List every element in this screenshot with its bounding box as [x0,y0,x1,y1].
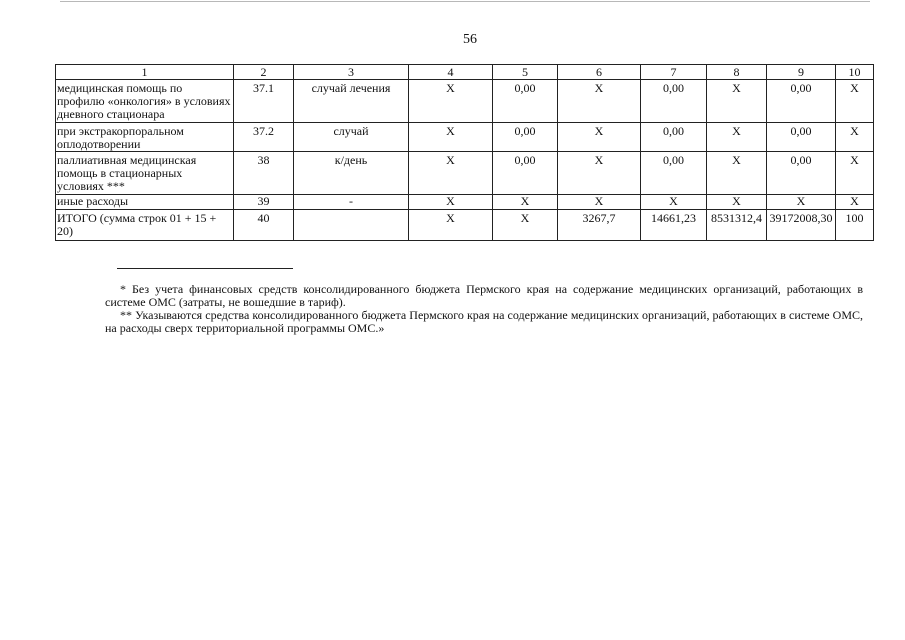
footnote-2: ** Указываются средства консолидированного бюджета Пермского края на содержание медицинских организаций, работающих в системе ОМС, на расходы сверх территориальной программы ОМС.» [105,308,863,335]
table-cell: Х [707,80,767,123]
table-cell: Х [409,152,493,195]
table-row-label: ИТОГО (сумма строк 01 + 15 + 20) [56,210,234,241]
table-header-cell: 7 [641,65,707,80]
table-cell: Х [641,195,707,210]
table-cell: Х [409,123,493,152]
table-cell: Х [707,123,767,152]
table-cell: Х [707,152,767,195]
footnote-1: * Без учета финансовых средств консолидированного бюджета Пермского края на содержание медицинских организаций, работающих в системе ОМС (затраты, не вошедшие в тариф). [105,282,863,309]
table-cell: 0,00 [493,152,558,195]
table-row-label: иные расходы [56,195,234,210]
budget-table [55,64,874,241]
table-cell: Х [558,152,641,195]
table-cell: 38 [234,152,294,195]
table-cell: Х [493,195,558,210]
table-cell: Х [707,195,767,210]
table-header-row [56,65,874,80]
table-header-cell: 5 [493,65,558,80]
table-cell: 0,00 [493,80,558,123]
table-cell: случай лечения [294,80,409,123]
table-cell: 0,00 [767,80,836,123]
table-cell: Х [558,195,641,210]
table-cell: Х [409,80,493,123]
table-cell: 37.1 [234,80,294,123]
table-cell: 100 [836,210,874,241]
table-row [56,80,874,123]
table-row-label: паллиативная медицинская помощь в стационарных условиях *** [56,152,234,195]
table-cell: 14661,23 [641,210,707,241]
table-cell: 3267,7 [558,210,641,241]
table-header-cell: 10 [836,65,874,80]
table-cell: - [294,195,409,210]
table-cell: Х [767,195,836,210]
table-header-cell: 4 [409,65,493,80]
table-cell [294,210,409,241]
table-cell: Х [409,210,493,241]
table-cell: 0,00 [641,80,707,123]
table-cell: Х [836,195,874,210]
table-cell: 0,00 [767,152,836,195]
page-number: 56 [463,32,477,47]
table-row-label: медицинская помощь по профилю «онкология» в условиях дневного стационара [56,80,234,123]
table-row [56,210,874,241]
table-cell: 39 [234,195,294,210]
table-cell: 39172008,30 [767,210,836,241]
table-header-cell: 9 [767,65,836,80]
table-header-cell: 2 [234,65,294,80]
table-cell: случай [294,123,409,152]
table-header-cell: 3 [294,65,409,80]
table-cell: Х [409,195,493,210]
table-cell: 0,00 [493,123,558,152]
table-row [56,123,874,152]
table-cell: 8531312,4 [707,210,767,241]
table-header-cell: 8 [707,65,767,80]
scan-edge-line [60,1,870,2]
table-row-label: при экстракорпоральном оплодотворении [56,123,234,152]
table-cell: Х [836,123,874,152]
table-cell: 0,00 [767,123,836,152]
table-cell: Х [558,80,641,123]
table-row [56,152,874,195]
table-cell: 0,00 [641,123,707,152]
table-cell: Х [558,123,641,152]
table-body [56,80,874,241]
table-cell: к/день [294,152,409,195]
table-cell: 40 [234,210,294,241]
table-cell: Х [836,80,874,123]
footnote-separator [117,268,293,269]
table-cell: Х [836,152,874,195]
footnotes [105,283,863,335]
table-cell: Х [493,210,558,241]
table-header-cell: 1 [56,65,234,80]
table-row [56,195,874,210]
table-cell: 37.2 [234,123,294,152]
table-header-cell: 6 [558,65,641,80]
table-cell: 0,00 [641,152,707,195]
